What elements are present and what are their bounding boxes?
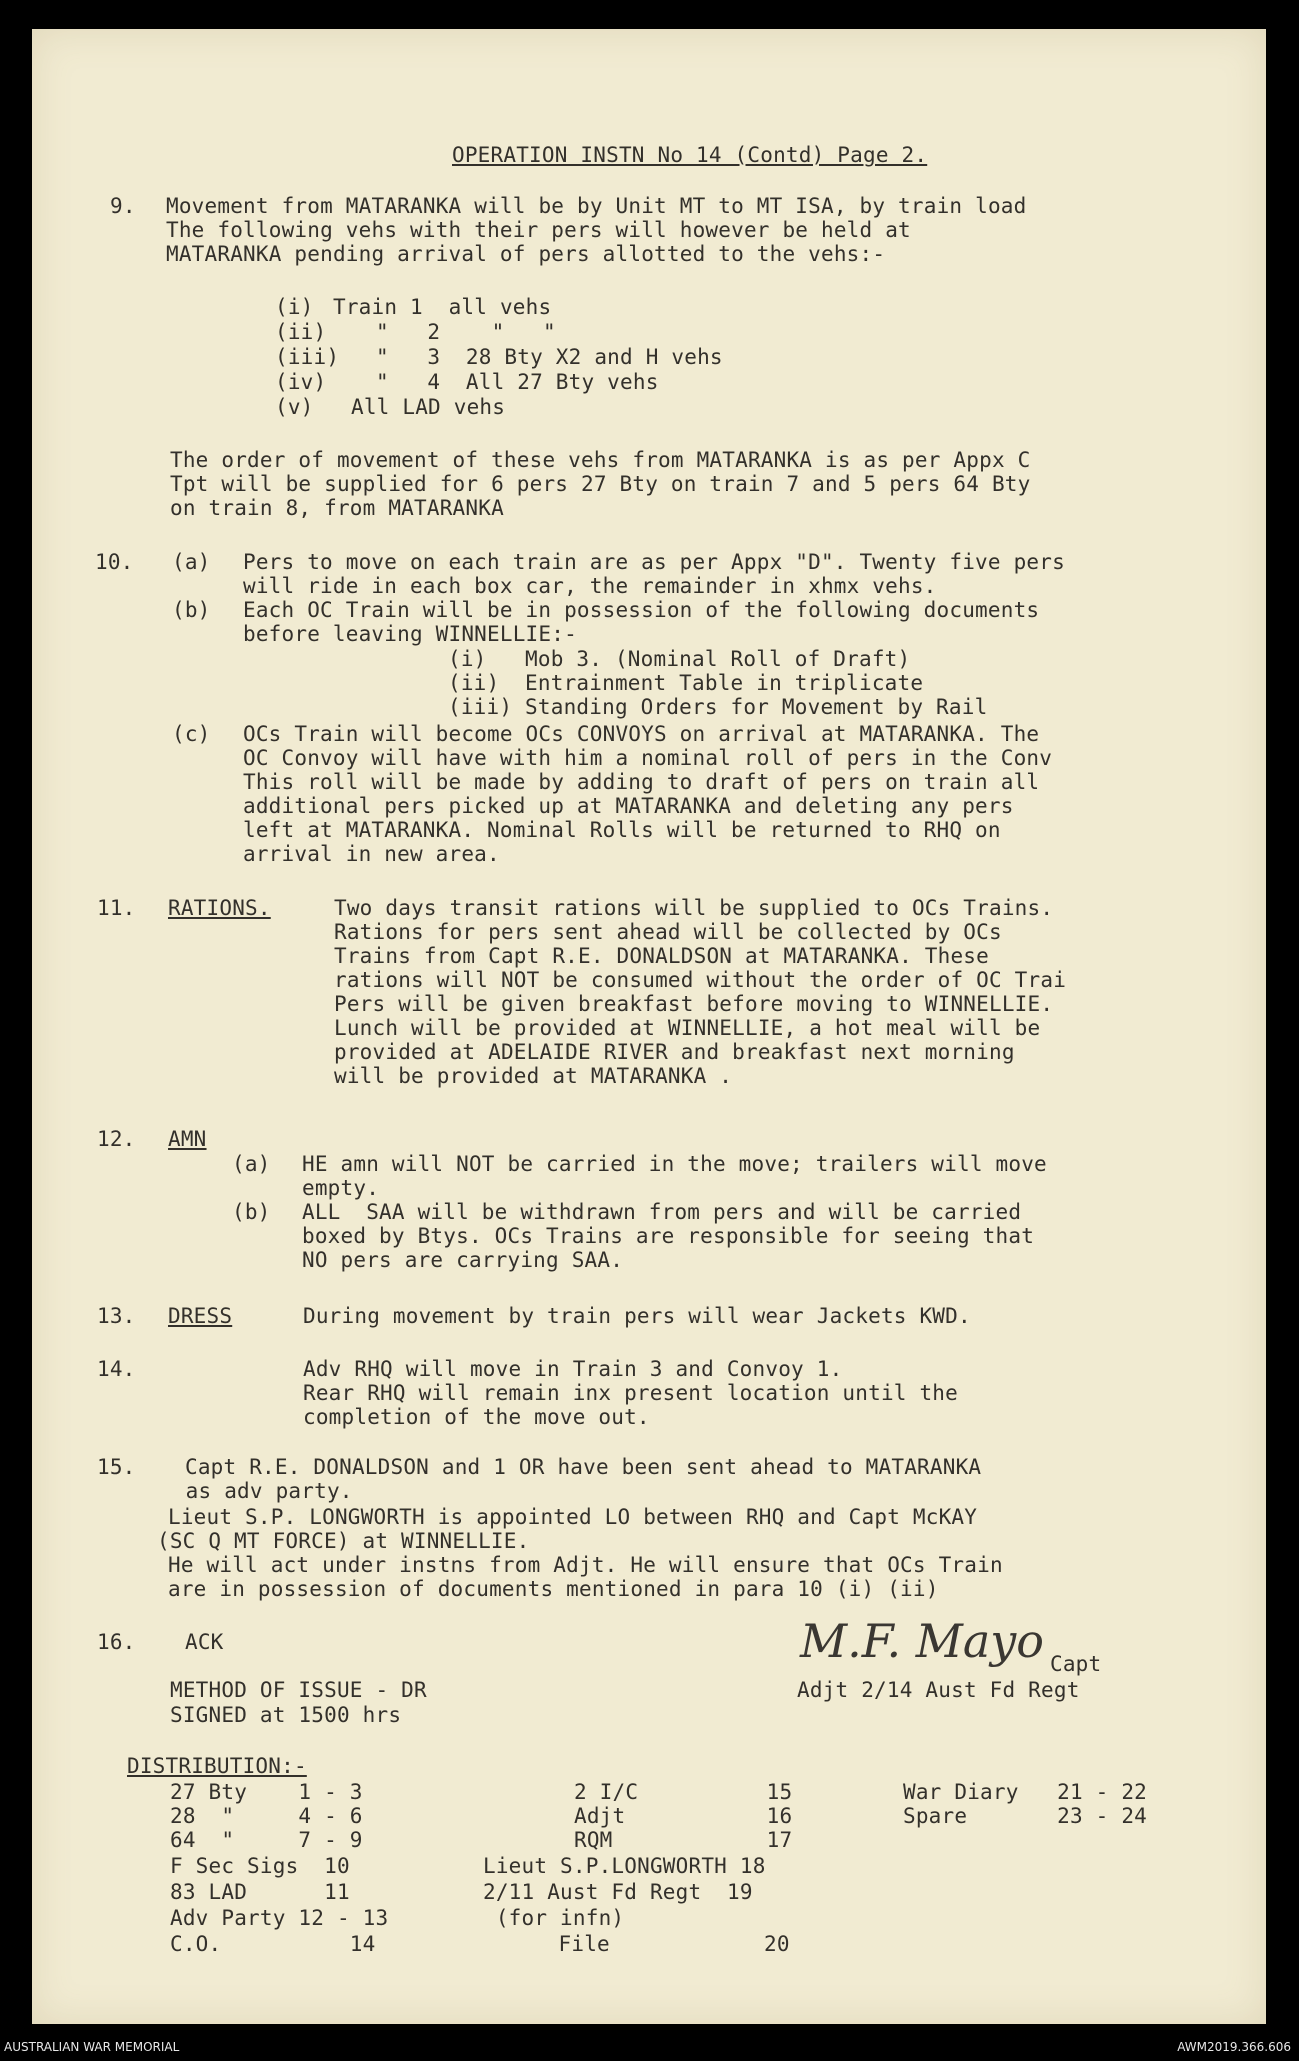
para15-line-5: He will act under instns from Adjt. He will ensure that OCs Train <box>168 1553 1003 1577</box>
para11-line-6: Lunch will be provided at WINNELLIE, a hot meal will be <box>334 1016 1041 1040</box>
para10-b-line-2: before leaving WINNELLIE:- <box>243 622 577 646</box>
para11-line-2: Rations for pers sent ahead will be collected by OCs <box>334 920 1002 944</box>
para11-line-5: Pers will be given breakfast before moving to WINNELLIE. <box>334 992 1054 1016</box>
dist-col3-row-1: War Diary 21 - 22 <box>903 1780 1148 1804</box>
para10-c-line-1: OCs Train will become OCs CONVOYS on arrival at MATARANKA. The <box>243 722 1040 746</box>
para9-after-3: on train 8, from MATARANKA <box>170 496 504 520</box>
para10-c-line-2: OC Convoy will have with him a nominal roll of pers in the Conv <box>243 746 1053 770</box>
dist-col1-row-4: F Sec Sigs 10 <box>170 1854 350 1878</box>
para14-line-1: Adv RHQ will move in Train 3 and Convoy 1. <box>303 1357 843 1381</box>
para13-number: 13. <box>97 1304 136 1328</box>
para10-c-line-5: left at MATARANKA. Nominal Rolls will be returned to RHQ on <box>243 818 1001 842</box>
para16-number: 16. <box>97 1630 136 1654</box>
signed-time: SIGNED at 1500 hrs <box>170 1703 402 1727</box>
dist-col2-row-4: Lieut S.P.LONGWORTH 18 <box>483 1854 766 1878</box>
para15-line-4: (SC Q MT FORCE) at WINNELLIE. <box>157 1529 530 1553</box>
para10-a-line-2: will ride in each box car, the remainder in xhmx vehs. <box>243 574 937 598</box>
para12-number: 12. <box>97 1127 136 1151</box>
para10-a-label: (a) <box>172 550 211 574</box>
dist-col2-row-1: 2 I/C 15 <box>574 1780 793 1804</box>
para9-after-2: Tpt will be supplied for 6 pers 27 Bty on train 7 and 5 pers 64 Bty <box>170 472 1031 496</box>
dist-col1-row-7: C.O. 14 <box>170 1932 376 1956</box>
para12-b-line-1: ALL SAA will be withdrawn from pers and will be carried <box>302 1200 1022 1224</box>
para10-c-label: (c) <box>172 722 211 746</box>
para12-a-line-2: empty. <box>302 1176 380 1200</box>
dist-col2-row-2: Adjt 16 <box>574 1804 793 1828</box>
para11-line-8: will be provided at MATARANKA . <box>334 1064 733 1088</box>
para9-line-2: The following vehs with their pers will however be held at <box>166 218 911 242</box>
para9-line-3: MATARANKA pending arrival of pers allotted to the vehs:- <box>166 242 886 266</box>
footer-accession-number: AWM2019.366.606 <box>1177 2040 1291 2054</box>
para15-number: 15. <box>97 1455 136 1479</box>
para11-number: 11. <box>97 896 136 920</box>
para11-line-1: Two days transit rations will be supplied to OCs Trains. <box>334 896 1054 920</box>
para11-line-7: provided at ADELAIDE RIVER and breakfast next morning <box>334 1040 1015 1064</box>
para13-heading: DRESS <box>168 1304 233 1328</box>
para13-text: During movement by train pers will wear Jackets KWD. <box>303 1304 971 1328</box>
train-text-3: " 3 28 Bty X2 and H vehs <box>376 345 723 369</box>
para11-heading: RATIONS. <box>168 896 271 920</box>
train-text-2: " 2 " " <box>376 320 556 344</box>
para12-b-line-3: NO pers are carrying SAA. <box>302 1248 624 1272</box>
para10-doc-1: (i) Mob 3. (Nominal Roll of Draft) <box>448 647 911 671</box>
footer-institution: AUSTRALIAN WAR MEMORIAL <box>4 2040 180 2054</box>
train-num-4: (iv) <box>275 370 327 394</box>
para14-number: 14. <box>97 1357 136 1381</box>
para10-number: 10. <box>95 550 134 574</box>
para10-c-line-3: This roll will be made by adding to draft of pers on train all <box>243 770 1040 794</box>
para12-a-label: (a) <box>232 1152 271 1176</box>
para16-text: ACK <box>185 1630 224 1654</box>
para11-line-4: rations will NOT be consumed without the order of OC Trai <box>334 968 1067 992</box>
para10-c-line-6: arrival in new area. <box>243 842 500 866</box>
train-num-3: (iii) <box>275 345 340 369</box>
dist-col1-row-6: Adv Party 12 - 13 <box>170 1906 389 1930</box>
para14-line-3: completion of the move out. <box>303 1405 650 1429</box>
dist-col2-row-5: 2/11 Aust Fd Regt 19 <box>483 1880 753 1904</box>
train-text-1: Train 1 all vehs <box>333 295 552 319</box>
dist-col2-row-7: File 20 <box>520 1932 790 1956</box>
train-text-5: All LAD vehs <box>351 395 506 419</box>
para15-line-6: are in possession of documents mentioned in para 10 (i) (ii) <box>168 1577 939 1601</box>
dist-col1-row-3: 64 " 7 - 9 <box>170 1828 363 1852</box>
distribution-heading: DISTRIBUTION:- <box>127 1754 307 1778</box>
para10-doc-3: (iii) Standing Orders for Movement by Rail <box>448 695 988 719</box>
para9-line-1: Movement from MATARANKA will be by Unit MT to MT ISA, by train load <box>166 194 1027 218</box>
para12-b-line-2: boxed by Btys. OCs Trains are responsible for seeing that <box>302 1224 1035 1248</box>
para10-b-line-1: Each OC Train will be in possession of the following documents <box>243 598 1040 622</box>
para12-heading: AMN <box>168 1127 207 1151</box>
dist-col2-row-6: (for infn) <box>483 1906 625 1930</box>
para10-c-line-4: additional pers picked up at MATARANKA and deleting any pers <box>243 794 1014 818</box>
dist-col1-row-1: 27 Bty 1 - 3 <box>170 1780 363 1804</box>
signature-unit: Adjt 2/14 Aust Fd Regt <box>797 1678 1080 1702</box>
para10-a-line-1: Pers to move on each train are as per Appx "D". Twenty five pers <box>243 550 1065 574</box>
para9-after-1: The order of movement of these vehs from MATARANKA is as per Appx C <box>170 448 1031 472</box>
para12-b-label: (b) <box>232 1200 271 1224</box>
dist-col1-row-2: 28 " 4 - 6 <box>170 1804 363 1828</box>
dist-col1-row-5: 83 LAD 11 <box>170 1880 350 1904</box>
para15-line-1: Capt R.E. DONALDSON and 1 OR have been sent ahead to MATARANKA <box>185 1455 982 1479</box>
train-text-4: " 4 All 27 Bty vehs <box>376 370 659 394</box>
para12-a-line-1: HE amn will NOT be carried in the move; trailers will move <box>302 1152 1047 1176</box>
page-title: OPERATION INSTN No 14 (Contd) Page 2. <box>452 143 928 167</box>
para15-line-2: as adv party. <box>160 1479 353 1503</box>
method-of-issue: METHOD OF ISSUE - DR <box>170 1678 427 1702</box>
dist-col3-row-2: Spare 23 - 24 <box>903 1804 1148 1828</box>
para11-line-3: Trains from Capt R.E. DONALDSON at MATARANKA. These <box>334 944 989 968</box>
train-num-1: (i) <box>275 295 314 319</box>
para9-number: 9. <box>110 194 136 218</box>
para14-line-2: Rear RHQ will remain inx present location until the <box>303 1381 958 1405</box>
para10-doc-2: (ii) Entrainment Table in triplicate <box>448 671 924 695</box>
signature-rank: Capt <box>1050 1652 1102 1676</box>
para10-b-label: (b) <box>172 598 211 622</box>
para15-line-3: Lieut S.P. LONGWORTH is appointed LO between RHQ and Capt McKAY <box>168 1505 978 1529</box>
train-num-5: (v) <box>275 395 314 419</box>
signature: M.F. Mayo <box>800 1614 1044 1668</box>
dist-col2-row-3: RQM 17 <box>574 1828 793 1852</box>
train-num-2: (ii) <box>275 320 327 344</box>
